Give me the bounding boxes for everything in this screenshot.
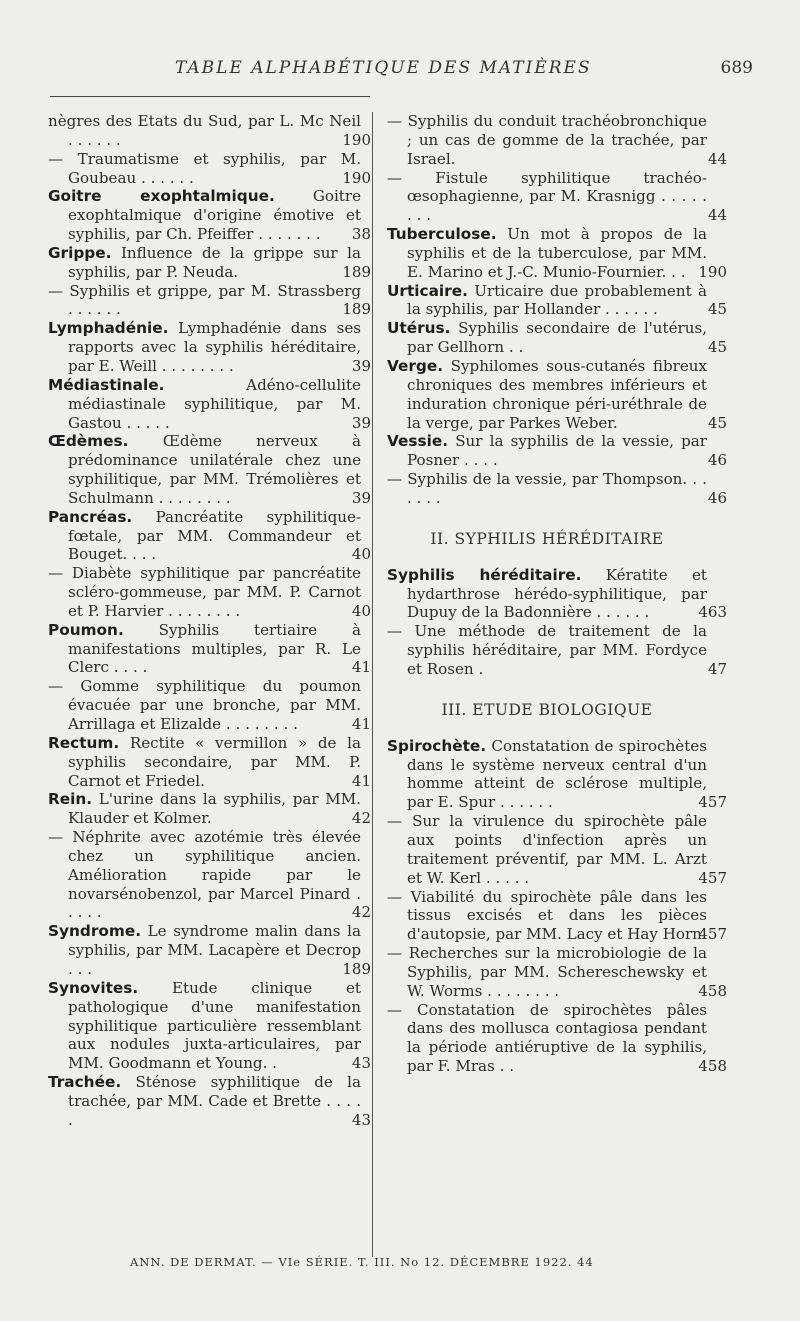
entry-page-number: 41 <box>351 715 371 733</box>
entry-text: — Fistule syphilitique trachéo-œsophagienne, par M. Krasnigg . . . . . . . . <box>387 168 707 225</box>
entry-heading: Syphilis héréditaire. <box>387 565 582 584</box>
entry-heading: Urticaire. <box>387 281 468 300</box>
index-entry <box>48 978 371 1073</box>
entry-page-number: 189 <box>342 959 371 978</box>
index-entry <box>48 243 371 282</box>
index-entry <box>48 507 371 565</box>
index-entry <box>387 225 727 282</box>
index-entry <box>387 622 727 679</box>
index-entry <box>387 281 727 320</box>
entry-page-number: 189 <box>342 300 371 319</box>
entry-text: Kératite et hydarthrose hérédo-syphilitique, par Dupuy de la Badonnière . . . . . . <box>407 565 707 622</box>
entry-page-number: 45 <box>707 300 727 319</box>
entry-heading: Verge. <box>387 356 444 375</box>
entry-text: — Une méthode de traitement de la syphilis héréditaire, par MM. Fordyce et Rosen . <box>387 622 707 678</box>
index-entry <box>48 677 371 734</box>
index-entry <box>387 565 727 623</box>
running-header <box>50 58 753 88</box>
entry-page-number: 47 <box>707 659 727 678</box>
entry-text: Urticaire due probablement à la syphilis, par Hollander . . . . . . <box>407 281 707 319</box>
entry-heading: Œdèmes. <box>48 432 129 451</box>
entry-page-number: 39 <box>351 413 371 432</box>
entry-text: L'urine dans la syphilis, par MM. Klauder et Kolmer. <box>68 790 361 828</box>
index-entry <box>48 922 371 979</box>
index-entry <box>48 1073 371 1130</box>
index-entry <box>387 432 727 470</box>
entry-text: — Syphilis de la vessie, par Thompson. . . . . . . <box>387 470 707 507</box>
entry-page-number: 45 <box>707 338 727 357</box>
entry-text: nègres des Etats du Sud, par L. Mc Neil . . . . . . <box>48 112 361 149</box>
index-entry <box>387 736 727 812</box>
entry-text: Un mot à propos de la syphilis et de la tuberculose, par MM. E. Marino et J.-C. Munio-Fournier. . . <box>407 225 707 281</box>
entry-text: Influence de la grippe sur la syphilis, par P. Neuda. <box>68 243 361 281</box>
entry-page-number: 44 <box>707 149 727 168</box>
entry-page-number: 44 <box>707 206 727 225</box>
index-entry <box>387 112 727 169</box>
entry-text: — Diabète syphilitique par pancréatite scléro-gommeuse, par MM. P. Carnot et P. Harvier . . . . . . . . <box>48 564 361 620</box>
entry-page-number: 189 <box>342 262 371 281</box>
entry-page-number: 42 <box>351 809 371 828</box>
entry-page-number: 463 <box>698 603 727 622</box>
index-entry <box>387 812 727 887</box>
index-entry <box>48 112 371 150</box>
index-entry <box>387 319 727 357</box>
entry-page-number: 458 <box>698 981 727 1000</box>
entry-page-number: 457 <box>698 925 727 944</box>
entry-page-number: 46 <box>707 488 727 507</box>
index-entry <box>48 790 371 828</box>
right-column <box>387 112 727 1076</box>
entry-heading: Vessie. <box>387 432 449 451</box>
entry-page-number: 457 <box>698 868 727 887</box>
entry-heading: Trachée. <box>48 1073 122 1092</box>
entry-text: Goitre exophtalmique d'origine émotive et syphilis, par Ch. Pfeiffer . . . . . . . <box>68 187 361 244</box>
entry-text: — Recherches sur la microbiologie de la Syphilis, par MM. Schereschewsky et W. Worms . . . . . . . . <box>387 944 707 1000</box>
left-column <box>48 112 371 1130</box>
entry-heading: Rectum. <box>48 733 120 752</box>
index-entry <box>48 733 371 791</box>
entry-heading: Grippe. <box>48 243 112 262</box>
entry-heading: Lymphadénie. <box>48 319 169 338</box>
entry-text: Rectite « vermillon » de la syphilis secondaire, par MM. P. Carnot et Friedel. <box>68 733 361 790</box>
column-divider <box>372 112 373 1257</box>
entry-page-number: 458 <box>698 1057 727 1076</box>
entry-page-number: 46 <box>707 451 727 470</box>
index-entry <box>387 887 727 945</box>
entry-text: Etude clinique et pathologique d'une manifestation syphilitique particulière ressemblant aux nodules juxta-articulaires, par MM. Goodmann et Young. . <box>68 978 361 1073</box>
page-number: 689 <box>720 58 753 78</box>
index-entry <box>387 356 727 432</box>
header-title: TABLE ALPHABÉTIQUE DES MATIÈRES <box>175 58 592 78</box>
index-entry <box>48 149 371 188</box>
right-entries-part-2 <box>387 565 727 679</box>
entry-text: — Néphrite avec azotémie très élevée chez un syphilitique ancien. Amélioration rapide par le novarsénobenzol, par Marcel Pinard . . . . . <box>48 828 361 922</box>
entry-text: Le syndrome malin dans la syphilis, par MM. Lacapère et Decrop . . . <box>68 922 361 978</box>
header-rule <box>50 96 370 97</box>
entry-text: — Constatation de spirochètes pâles dans des mollusca contagiosa pendant la période antiéruptive de la syphilis, par F. Mras . . <box>387 1000 707 1076</box>
entry-page-number: 190 <box>342 168 371 187</box>
index-entry <box>48 375 371 433</box>
index-entry <box>387 470 727 508</box>
entry-page-number: 42 <box>351 903 371 922</box>
entry-text: — Gomme syphilitique du poumon évacuée par une bronche, par MM. Arrillaga et Elizalde . . . . . . . . <box>48 677 361 733</box>
entry-page-number: 457 <box>698 793 727 812</box>
entry-page-number: 43 <box>351 1110 371 1129</box>
entry-text: Sur la syphilis de la vessie, par Posner . . . . <box>407 432 707 470</box>
index-entry <box>48 620 371 678</box>
entry-page-number: 41 <box>351 771 371 790</box>
entry-page-number: 38 <box>351 225 371 244</box>
entry-heading: Syndrome. <box>48 922 142 941</box>
entry-page-number: 41 <box>351 658 371 677</box>
entry-heading: Pancréas. <box>48 507 133 526</box>
entry-page-number: 190 <box>698 262 727 281</box>
entry-text: Œdème nerveux à prédominance unilatérale chez une syphilitique, par MM. Trémolières et Schulmann . . . . . . . . <box>68 432 361 507</box>
entry-text: Sténose syphilitique de la trachée, par MM. Cade et Brette . . . . . <box>68 1073 361 1129</box>
entry-text: Constatation de spirochètes dans le système nerveux central d'un homme atteint de sclérose multiple, par E. Spur . . . . . . <box>407 736 707 812</box>
entry-text: Pancréatite syphilitique-fœtale, par MM. Commandeur et Bouget. . . . <box>68 507 361 564</box>
index-entry <box>48 319 371 376</box>
entry-text: — Sur la virulence du spirochète pâle aux points d'infection après un traitement préventif, par MM. L. Arzt et W. Kerl . . . . . <box>387 812 707 887</box>
section-title-biological: III. ETUDE BIOLOGIQUE <box>441 700 653 719</box>
entry-heading: Tuberculose. <box>387 225 497 244</box>
entry-page-number: 43 <box>351 1054 371 1073</box>
entry-page-number: 190 <box>342 130 371 149</box>
entry-heading: Synovites. <box>48 978 139 997</box>
entry-text: Lymphadénie dans ses rapports avec la syphilis héréditaire, par E. Weill . . . . . . . . <box>68 319 361 375</box>
index-entry <box>48 432 371 507</box>
index-entry <box>48 564 371 621</box>
entry-page-number: 40 <box>351 545 371 564</box>
entry-text: Adéno-cellulite médiastinale syphilitique, par M. Gastou . . . . . <box>68 375 361 432</box>
entry-page-number: 39 <box>351 488 371 507</box>
entry-text: — Viabilité du spirochète pâle dans les tissus excisés et dans les pièces d'autopsie, par MM. Lacy et Hay Horn. <box>387 887 707 944</box>
right-entries-part-1 <box>387 112 727 508</box>
index-entry <box>48 828 371 922</box>
entry-page-number: 45 <box>707 413 727 432</box>
entry-heading: Goitre exophtalmique. <box>48 187 275 206</box>
page-footer: ANN. DE DERMAT. — VIe SÉRIE. T. III. No 12. DÉCEMBRE 1922. 44 <box>130 1255 594 1269</box>
entry-heading: Poumon. <box>48 620 124 639</box>
index-entry <box>387 944 727 1001</box>
entry-heading: Utérus. <box>387 319 451 338</box>
entry-text: Syphilis tertiaire à manifestations multiples, par R. Le Clerc . . . . <box>68 620 361 677</box>
entry-heading: Médiastinale. <box>48 375 165 394</box>
entry-text: — Traumatisme et syphilis, par M. Goubeau . . . . . . <box>48 149 361 187</box>
index-entry <box>48 281 371 320</box>
index-entry <box>48 187 371 244</box>
entry-page-number: 39 <box>351 356 371 375</box>
entry-page-number: 40 <box>351 601 371 620</box>
entry-heading: Spirochète. <box>387 736 487 755</box>
section-title-hereditary: II. SYPHILIS HÉRÉDITAIRE <box>430 529 664 548</box>
entry-text: Syphilomes sous-cutanés fibreux chroniques des membres inférieurs et induration chronique péri-uréthrale de la verge, par Parkes Weber. <box>407 356 707 432</box>
index-entry <box>387 1000 727 1076</box>
entry-text: — Syphilis et grippe, par M. Strassberg . . . . . . <box>48 281 361 319</box>
right-entries-part-3 <box>387 736 727 1076</box>
entry-heading: Rein. <box>48 790 93 809</box>
index-entry <box>387 168 727 226</box>
entry-text: — Syphilis du conduit trachéobronchique ; un cas de gomme de la trachée, par Israel. <box>387 112 707 168</box>
entry-text: Syphilis secondaire de l'utérus, par Gellhorn . . <box>407 319 707 357</box>
